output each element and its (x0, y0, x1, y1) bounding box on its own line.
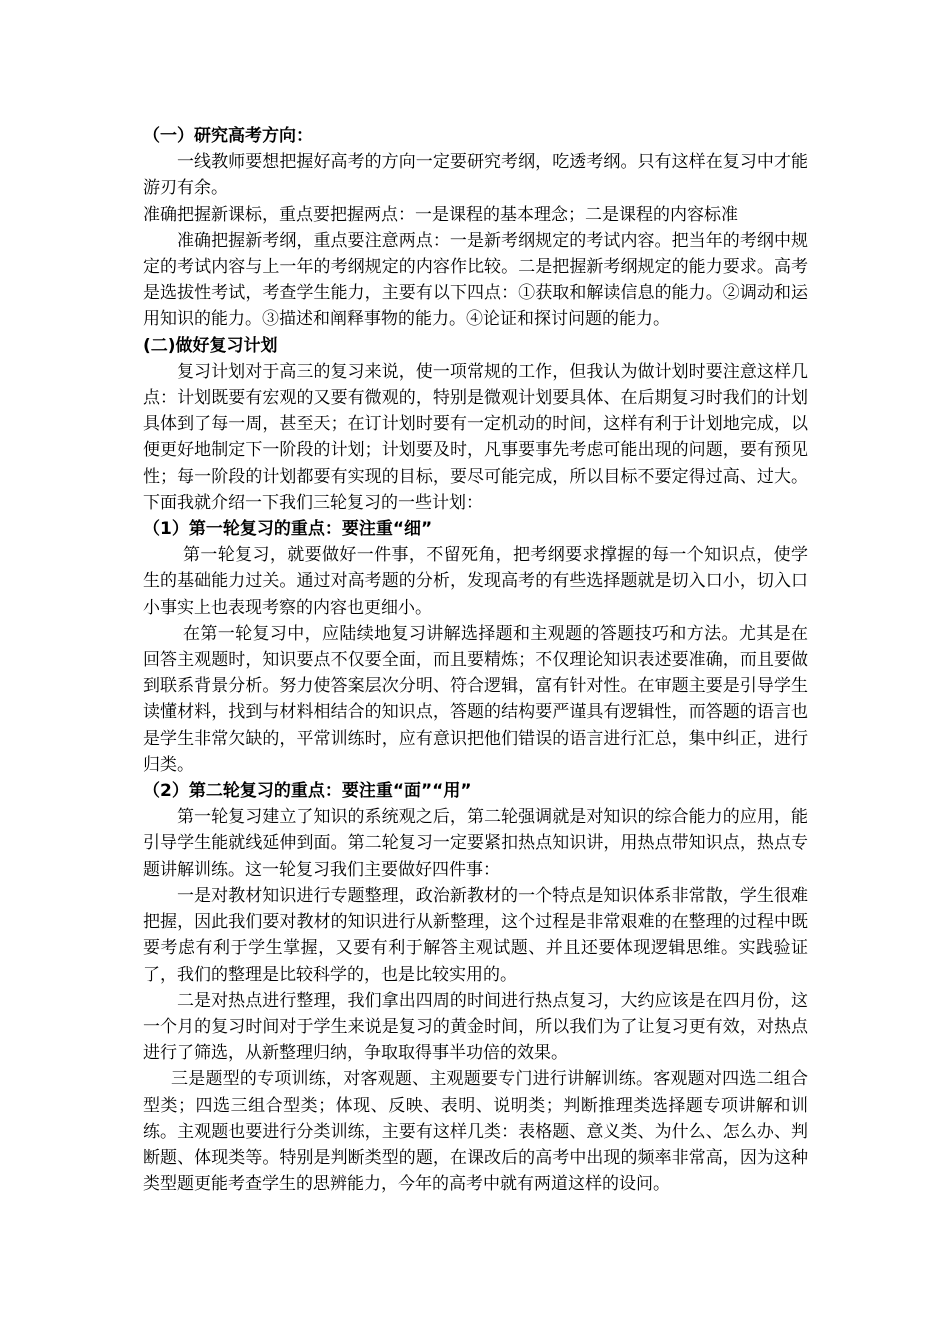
paragraph: 一是对教材知识进行专题整理，政治新教材的一个特点是知识体系非常散，学生很难把握，因此我们要对教材的知识进行从新整理，这个过程是非常艰难的在整理的过程中既要考虑有利于学生掌握，又要有利于解答主观试题、并且还要体现逻辑思维。实践验证了，我们的整理是比较科学的，也是比较实用的。 (143, 885, 808, 985)
paragraph: 在第一轮复习中，应陆续地复习讲解选择题和主观题的答题技巧和方法。尤其是在回答主观题时，知识要点不仅要全面，而且要精炼；不仅理论知识表述要准确，而且要做到联系背景分析。努力使答案层次分明、符合逻辑，富有针对性。在审题主要是引导学生读懂材料，找到与材料相结合的知识点，答题的结构要严谨具有逻辑性，而答题的语言也是学生非常欠缺的，平常训练时，应有意识把他们错误的语言进行汇总，集中纠正，进行归类。 (143, 623, 808, 775)
paragraph: 二是对热点进行整理，我们拿出四周的时间进行热点复习，大约应该是在四月份，这一个月的复习时间对于学生来说是复习的黄金时间，所以我们为了让复习更有效，对热点进行了筛选，从新整理归纳，争取取得事半功倍的效果。 (143, 990, 808, 1064)
paragraph: 第一轮复习建立了知识的系统观之后，第二轮强调就是对知识的综合能力的应用，能引导学生能就线延伸到面。第二轮复习一定要紧扣热点知识讲，用热点带知识点，热点专题讲解训练。这一轮复习我们主要做好四件事： (143, 807, 808, 880)
section-heading-research: （一）研究高考方向： (143, 126, 313, 146)
paragraph: 三是题型的专项训练，对客观题、主观题要专门进行讲解训练。客观题对四选二组合型类；四选三组合型类；体现、反映、表明、说明类；判断推理类选择题专项讲解和训练。主观题也要进行分类训练，主要有这样几类：表格题、意义类、为什么、怎么办、判断题、体现类等。特别是判断类型的题，在课改后的高考中出现的频率非常高，因为这种类型题更能考查学生的思辨能力，今年的高考中就有两道这样的设问。 (143, 1069, 808, 1195)
paragraph: 一线教师要想把握好高考的方向一定要研究考纲，吃透考纲。只有这样在复习中才能游刃有余。 (143, 152, 808, 199)
subsection-heading-round1: （1）第一轮复习的重点：要注重“细” (143, 519, 433, 540)
section-heading-plan: (二)做好复习计划 (143, 335, 278, 356)
subsection-heading-round2: （2）第二轮复习的重点：要注重“面”“用” (143, 781, 472, 802)
paragraph: 准确把握新考纲，重点要注意两点：一是新考纲规定的考试内容。把当年的考纲中规定的考试内容与上一年的考纲规定的内容作比较。二是把握新考纲规定的能力要求。高考是选拔性考试，考查学生能力，主要有以下四点：①获取和解读信息的能力。②调动和运用知识的能力。③描述和阐释事物的能力。④论证和探讨问题的能力。 (143, 230, 808, 330)
document-page (143, 123, 808, 1197)
paragraph: 复习计划对于高三的复习来说，使一项常规的工作，但我认为做计划时要注意这样几点：计划既要有宏观的又要有微观的，特别是微观计划要具体、在后期复习时我们的计划具体到了每一周，甚至天；在订计划时要有一定机动的时间，这样有利于计划地完成，以便更好地制定下一阶段的计划；计划要及时，凡事要事先考虑可能出现的问题，要有预见性；每一阶段的计划都要有实现的目标，要尽可能完成，所以目标不要定得过高、过大。下面我就介绍一下我们三轮复习的一些计划： (143, 361, 808, 513)
paragraph: 准确把握新课标，重点要把握两点：一是课程的基本理念；二是课程的内容标准 (143, 204, 738, 225)
paragraph: 第一轮复习，就要做好一件事，不留死角，把考纲要求撑握的每一个知识点，使学生的基础能力过关。通过对高考题的分析，发现高考的有些选择题就是切入口小，切入口小事实上也表现考察的内容也更细小。 (143, 545, 808, 618)
